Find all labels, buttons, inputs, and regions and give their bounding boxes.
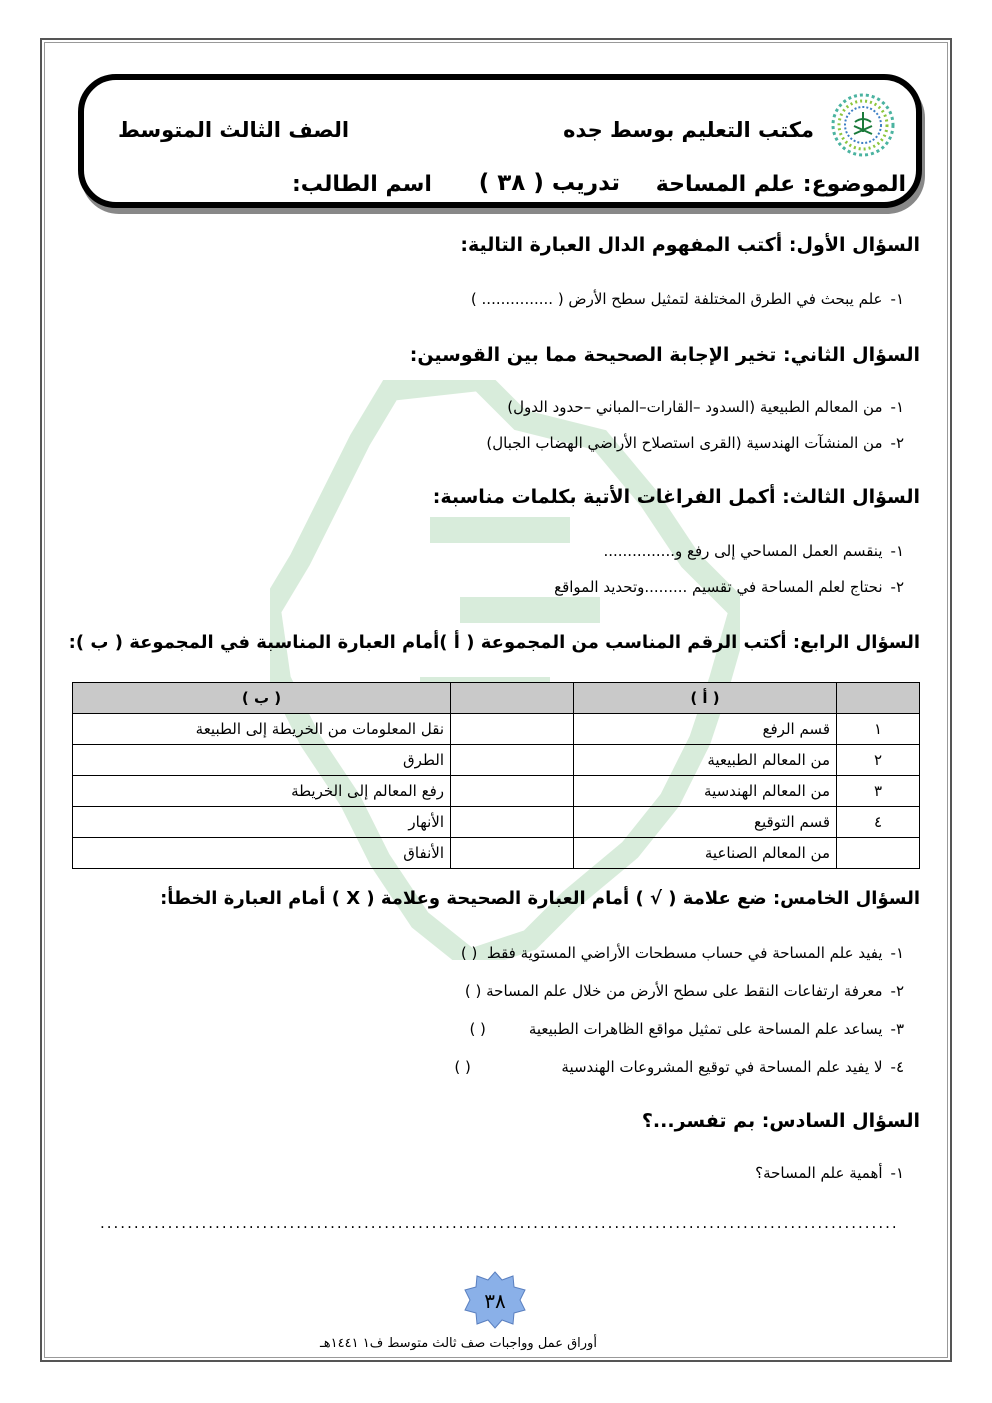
answer-cell[interactable] — [451, 714, 574, 745]
header-b: ( ب ) — [73, 683, 451, 714]
item-number: ١- — [890, 944, 904, 962]
item-number: ١- — [890, 1164, 904, 1182]
item-number: ٤- — [890, 1058, 904, 1076]
item-number: ١- — [890, 398, 904, 416]
row-b: الأنهار — [73, 807, 451, 838]
item-text: يفيد علم المساحة في حساب مسطحات الأراضي المستوية فقط — [486, 944, 883, 962]
item-text: من المعالم الطبيعية (السدود –القارات–المباني –حدود الدول) — [507, 398, 883, 416]
header-a: ( أ ) — [574, 683, 837, 714]
item-text: لا يفيد علم المساحة في توقيع المشروعات الهندسية — [561, 1058, 883, 1076]
q2-title: السؤال الثاني: تخير الإجابة الصحيحة مما بين القوسين: — [409, 344, 920, 366]
row-num: ٣ — [837, 776, 920, 807]
row-num: ١ — [837, 714, 920, 745]
answer-bracket[interactable]: ( ) — [469, 1020, 486, 1038]
item-number: ١- — [890, 290, 904, 308]
q3-item-2 — [554, 578, 904, 596]
row-b: الطرق — [73, 745, 451, 776]
q6-title: السؤال السادس: بم تفسر...؟ — [641, 1110, 920, 1132]
exercise-label: تدريب ( ٣٨ ) — [478, 170, 620, 196]
page-number-badge — [460, 1270, 530, 1330]
table-row — [73, 714, 920, 745]
answer-cell[interactable] — [451, 776, 574, 807]
answer-cell[interactable] — [451, 838, 574, 869]
row-a: من المعالم الطبيعية — [574, 745, 837, 776]
table-row — [73, 807, 920, 838]
q5-item-1 — [461, 944, 904, 962]
q2-item-2 — [486, 434, 904, 452]
watermark-map-icon — [270, 380, 740, 960]
matching-table — [72, 682, 920, 869]
table-row — [73, 745, 920, 776]
q5-title: السؤال الخامس: ضع علامة ( √ ) أمام العبارة الصحيحة وعلامة ( X ) أمام العبارة الخطأ: — [160, 888, 920, 909]
table-header-row — [73, 683, 920, 714]
row-num: ٤ — [837, 807, 920, 838]
item-number: ٣- — [890, 1020, 904, 1038]
answer-bracket[interactable]: ( ) — [454, 1058, 471, 1076]
row-num — [837, 838, 920, 869]
row-b: رفع المعالم إلى الخريطة — [73, 776, 451, 807]
item-text: نحتاج لعلم المساحة في تقسيم .........وتحديد المواقع — [554, 578, 883, 596]
row-a: قسم التوقيع — [574, 807, 837, 838]
table-row — [73, 838, 920, 869]
table-row — [73, 776, 920, 807]
answer-cell[interactable] — [451, 807, 574, 838]
q1-title: السؤال الأول: أكتب المفهوم الدال العبارة التالية: — [460, 234, 920, 256]
item-number: ٢- — [890, 578, 904, 596]
row-b: الأنفاق — [73, 838, 451, 869]
q5-item-2 — [465, 982, 904, 1000]
q3-title: السؤال الثالث: أكمل الفراغات الأتية بكلمات مناسبة: — [432, 486, 920, 508]
item-number: ٢- — [890, 982, 904, 1000]
q4-title: السؤال الرابع: أكتب الرقم المناسب من المجموعة ( أ )أمام العبارة المناسبة في المجموعة ( ب ): — [68, 632, 920, 653]
q1-item-1 — [471, 290, 904, 308]
q6-item-1 — [755, 1164, 904, 1182]
row-a: قسم الرفع — [574, 714, 837, 745]
item-text: معرفة ارتفاعات النقط على سطح الأرض من خلال علم المساحة — [486, 982, 883, 1000]
item-number: ٢- — [890, 434, 904, 452]
q5-item-4 — [454, 1058, 904, 1076]
ministry-logo-icon — [830, 92, 896, 158]
item-text: أهمية علم المساحة؟ — [755, 1164, 883, 1182]
item-text: علم يبحث في الطرق المختلفة لتمثيل سطح الأرض ( ............... ) — [470, 290, 883, 308]
subject-label: الموضوع: علم المساحة — [655, 172, 906, 197]
header-answer — [451, 683, 574, 714]
page-number-text: ٣٨ — [484, 1289, 506, 1313]
item-text: يساعد علم المساحة على تمثيل مواقع الظاهرات الطبيعية — [528, 1020, 883, 1038]
item-number: ١- — [890, 542, 904, 560]
row-a: من المعالم الصناعية — [574, 838, 837, 869]
row-b: نقل المعلومات من الخريطة إلى الطبيعة — [73, 714, 451, 745]
grade-label: الصف الثالث المتوسط — [118, 118, 350, 142]
footer-text: أوراق عمل وواجبات صف ثالث متوسط ف١ ١٤٤١هـ — [320, 1336, 597, 1351]
q3-item-1 — [603, 542, 904, 560]
answer-cell[interactable] — [451, 745, 574, 776]
q5-item-3 — [469, 1020, 904, 1038]
answer-line[interactable]: ...................................................................................................................... — [100, 1214, 899, 1232]
item-text: من المنشآت الهندسية (القرى استصلاح الأراضي الهضاب الجبال) — [486, 434, 883, 452]
item-text: ينقسم العمل المساحي إلى رفع و............... — [603, 542, 883, 560]
answer-bracket[interactable]: ( ) — [460, 944, 478, 962]
q2-item-1 — [507, 398, 904, 416]
row-a: من المعالم الهندسية — [574, 776, 837, 807]
answer-bracket[interactable]: ( ) — [464, 982, 482, 1000]
office-name: مكتب التعليم بوسط جده — [563, 118, 814, 142]
header-num — [837, 683, 920, 714]
row-num: ٢ — [837, 745, 920, 776]
student-name-label: اسم الطالب: — [292, 172, 432, 197]
